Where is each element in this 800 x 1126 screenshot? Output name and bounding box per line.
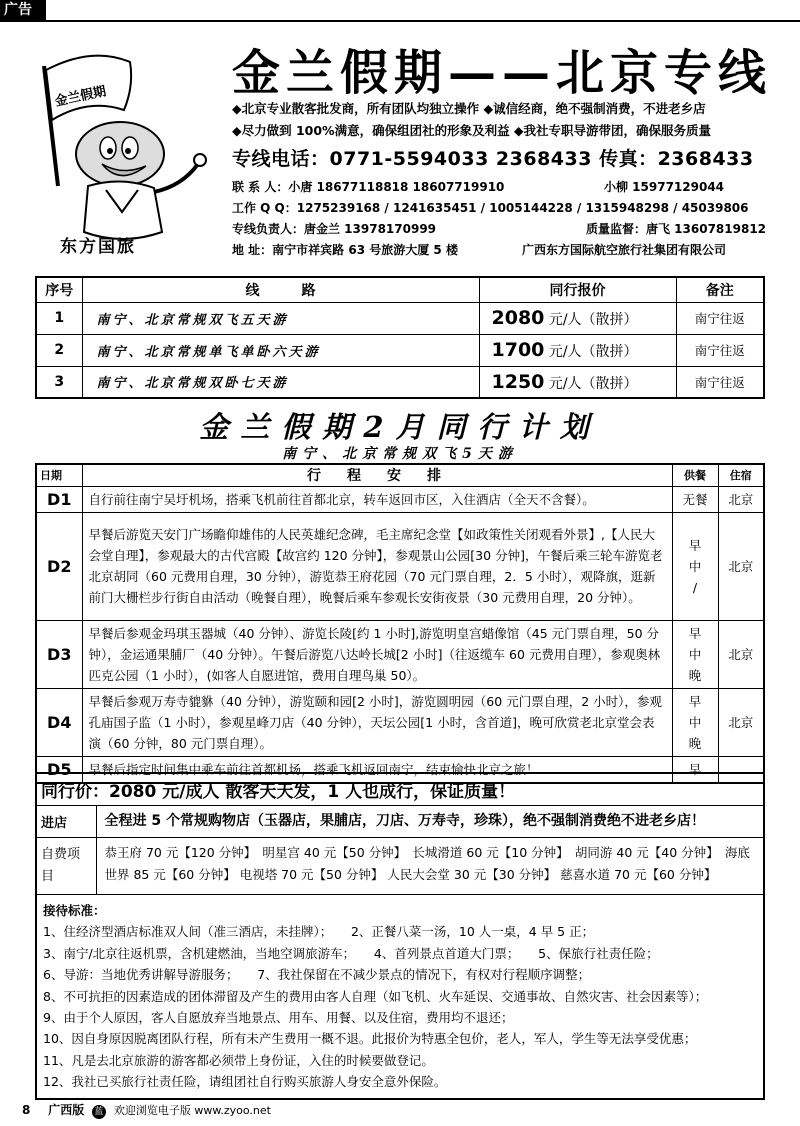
row-seq: 1 (36, 302, 82, 334)
row-price (479, 366, 676, 398)
price-table (35, 276, 765, 399)
mascot-logo (22, 36, 222, 260)
day-label: D3 (36, 620, 82, 688)
col-stay: 住宿 (718, 464, 764, 486)
day-meal: 早 中 晚 (672, 688, 718, 756)
col-route: 线 路 (82, 277, 479, 302)
day-stay: 北京 (718, 512, 764, 620)
day-stay: 北京 (718, 620, 764, 688)
page-number: 8 (22, 1103, 31, 1117)
contact-company: 广西东方国际航空旅行社集团有限公司 (522, 243, 727, 257)
standard-item: 12、我社已买旅行社责任险，请组团社自行购买旅游人身安全意外保险。 (43, 1074, 447, 1090)
shops-text: 全程进 5 个常规购物店（玉器店，果脯店，刀店、万寿寺，珍珠），绝不强制消费绝不进老乡店！ (96, 806, 764, 838)
price-banner-row (36, 773, 764, 806)
col-seq: 序号 (36, 277, 82, 302)
price-banner: 同行价：2080 元/成人 散客天天发，1 人也成行，保证质量！ (36, 773, 764, 806)
day-label: D1 (36, 486, 82, 512)
row-seq: 3 (36, 366, 82, 398)
itinerary-header (36, 464, 764, 486)
day-stay: 北京 (718, 486, 764, 512)
plan-subtitle: 南宁、北京常规双飞5天游 (282, 446, 518, 462)
table-row (36, 334, 764, 366)
bullet-row: ◆北京专业散客批发商，所有团队均独立操作 ◆诚信经商，绝不强制消费，不进老乡店 (232, 101, 706, 116)
day-stay: 北京 (718, 688, 764, 756)
contact-person-2: 小柳 15977129044 (604, 180, 725, 194)
day-desc: 早餐后指定时间集中乘车前往首都机场，搭乘飞机返回南宁，结束愉快北京之旅！ (82, 756, 672, 783)
logo-caption: 东方国旅 (60, 237, 136, 257)
day-desc: 早餐后游览天安门广场瞻仰雄伟的人民英雄纪念碑，毛主席纪念堂【如政策性关闭观看外景】,【人民大会堂自理】，参观最大的古代宫殿【故宫约 120 分钟】，参观景山公园[30 分钟]，午餐后乘三轮车游览老北京胡同（60 元费用自理，30 分钟），游览恭王府花园（70 元门票自理，2．5 小时），观降旗，逛新前门大栅栏步行街自由活动（晚餐自理），晚餐后乘车参观长安街夜景（30 元费用自理，20 分钟）。 (82, 512, 672, 620)
contact-block (232, 176, 777, 260)
contact-quality: 质量监督：唐飞 13607819812 (586, 222, 767, 236)
day-row (36, 512, 764, 620)
price-unit: 元/人（散拼） (544, 344, 638, 360)
row-remark: 南宁往返 (676, 366, 764, 398)
ad-tag: 广告 (0, 0, 46, 20)
day-row (36, 688, 764, 756)
itinerary-table (35, 463, 765, 784)
price-value: 2080 (491, 307, 545, 329)
row-price (479, 334, 676, 366)
col-remark: 备注 (676, 277, 764, 302)
col-meal: 供餐 (672, 464, 718, 486)
day-row (36, 620, 764, 688)
flag-text: 金兰假期 (53, 84, 108, 110)
day-desc: 早餐后参观金玛琪玉器城（40 分钟）、游览长陵[约 1 小时],游览明皇宫蜡像馆（45 元门票自理，50 分钟），金运通果脯厂（40 分钟）。午餐后游览八达岭长城[2 小时]（往返缆车 60 元费用自理），参观奥林匹克公园（1 小时），(如客人自愿进馆，费用自理鸟巢 50）。 (82, 620, 672, 688)
col-itinerary: 行 程 安 排 (82, 464, 672, 486)
row-price (479, 302, 676, 334)
contact-address: 地 址：南宁市祥宾路 63 号旅游大厦 5 楼 (232, 243, 458, 257)
day-meal: 早 中 晚 (672, 620, 718, 688)
contact-person: 联 系 人：小唐 18677118818 18607719910 (232, 180, 505, 194)
price-unit: 元/人（散拼） (544, 375, 638, 392)
standard-item: 10、因自身原因脱离团队行程，所有未产生费用一概不退。此报价为特惠全包价，老人，军人，学生等无法享受优惠； (43, 1031, 697, 1047)
day-label: D5 (36, 756, 82, 783)
col-price: 同行报价 (479, 277, 676, 302)
standards-block (36, 895, 764, 1099)
publisher: 广西版 (48, 1103, 85, 1117)
bullet-row: ◆尽力做到 100%满意，确保组团社的形象及利益 ◆我社专职导游带团，确保服务质量 (232, 123, 712, 138)
price-table-header (36, 277, 764, 302)
top-rule (0, 20, 800, 22)
row-route: 南宁、北京常规双飞五天游 (82, 302, 479, 334)
row-remark: 南宁往返 (676, 302, 764, 334)
shops-row (36, 806, 764, 838)
fees-row (36, 838, 764, 895)
contact-manager: 专线负责人：唐金兰 13978170999 (232, 222, 437, 236)
contact-row (232, 239, 777, 260)
contact-row (232, 197, 777, 218)
hotline: 专线电话：0771-5594033 2368433 传真：2368433 (232, 148, 754, 170)
row-remark: 南宁往返 (676, 334, 764, 366)
price-unit: 元/人（散拼） (544, 312, 638, 328)
standard-item: 9、由于个人原因，客人自愿放弃当地景点、用车、用餐、以及住宿，费用均不退还； (43, 1010, 514, 1026)
standard-item: 8、不可抗拒的因素造成的团体滞留及产生的费用由客人自理（如飞机、火车延误、交通事故、自然灾害、社会因素等）； (43, 988, 708, 1004)
shops-label: 进店 (36, 806, 96, 838)
plan-title: 金兰假期2月同行计划 (199, 410, 601, 444)
mascot-head (76, 122, 164, 186)
day-meal: 早 (672, 756, 718, 783)
price-value: 1250 (491, 370, 545, 393)
terms-table (35, 772, 765, 1100)
standard-item: 6、导游：当地优秀讲解导游服务； 7、我社保留在不减少景点的情况下，有权对行程顺序调整； (43, 967, 591, 983)
col-date: 日期 (36, 464, 82, 486)
standard-item: 11、凡是去北京旅游的游客都必须带上身份证，入住的时候要做登记。 (43, 1052, 434, 1068)
table-row (36, 366, 764, 398)
day-label: D4 (36, 688, 82, 756)
standards-row (36, 895, 764, 1099)
browse-link[interactable]: 欢迎浏览电子版 www.zyoo.net (113, 1104, 271, 1117)
day-meal: 早 中 / (672, 512, 718, 620)
standard-item: 3、南宁/北京往返机票，含机建燃油，当地空调旅游车； 4、首列景点首道大门票； 5、保旅行社责任险； (43, 945, 659, 961)
day-row (36, 486, 764, 512)
contact-qq: 工作 Q Q：1275239168 / 1241635451 / 1005144228 / 1315948298 / 45039806 (232, 201, 749, 215)
fees-label: 自费项目 (36, 838, 96, 895)
publisher-badge-icon: 蓝 (92, 1105, 106, 1119)
page-footer (22, 1101, 271, 1119)
feature-bullets (232, 98, 782, 142)
day-meal: 无餐 (672, 486, 718, 512)
day-desc: 自行前往南宁吴圩机场，搭乘飞机前往首都北京，转车返回市区，入住酒店（全天不含餐）。 (82, 486, 672, 512)
row-seq: 2 (36, 334, 82, 366)
standard-item: 1、住经济型酒店标准双人间（准三酒店，未挂牌）； 2、正餐八菜一汤，10 人一桌，4 早 5 正； (43, 924, 595, 940)
price-value: 1700 (491, 339, 545, 361)
table-row (36, 302, 764, 334)
day-label: D2 (36, 512, 82, 620)
contact-row (232, 176, 777, 197)
row-route: 南宁、北京常规双卧七天游 (82, 366, 479, 398)
page-title: 金兰假期——北京专线 (232, 45, 773, 101)
row-route: 南宁、北京常规单飞单卧六天游 (82, 334, 479, 366)
fees-text: 恭王府 70 元【120 分钟】 明星宫 40 元【50 分钟】 长城滑道 60 元【10 分钟】 胡同游 40 元【40 分钟】 海底世界 85 元【60 分钟】 电视塔 70 元【50 分钟】 人民大会堂 30 元【30 分钟】 慈喜水道 70 元【60 分钟】 (96, 838, 764, 895)
standards-title: 接待标准： (43, 903, 106, 918)
contact-row (232, 218, 777, 239)
day-desc: 早餐后参观万寿寺貔貅（40 分钟），游览颐和园[2 小时]，游览圆明园（60 元门票自理，2 小时），参观孔庙国子监（1 小时），参观星峰刀店（40 分钟），天坛公园[1 小时，含首道]，晚可欣赏老北京堂会表演（60 分钟，80 元门票自理）。 (82, 688, 672, 756)
